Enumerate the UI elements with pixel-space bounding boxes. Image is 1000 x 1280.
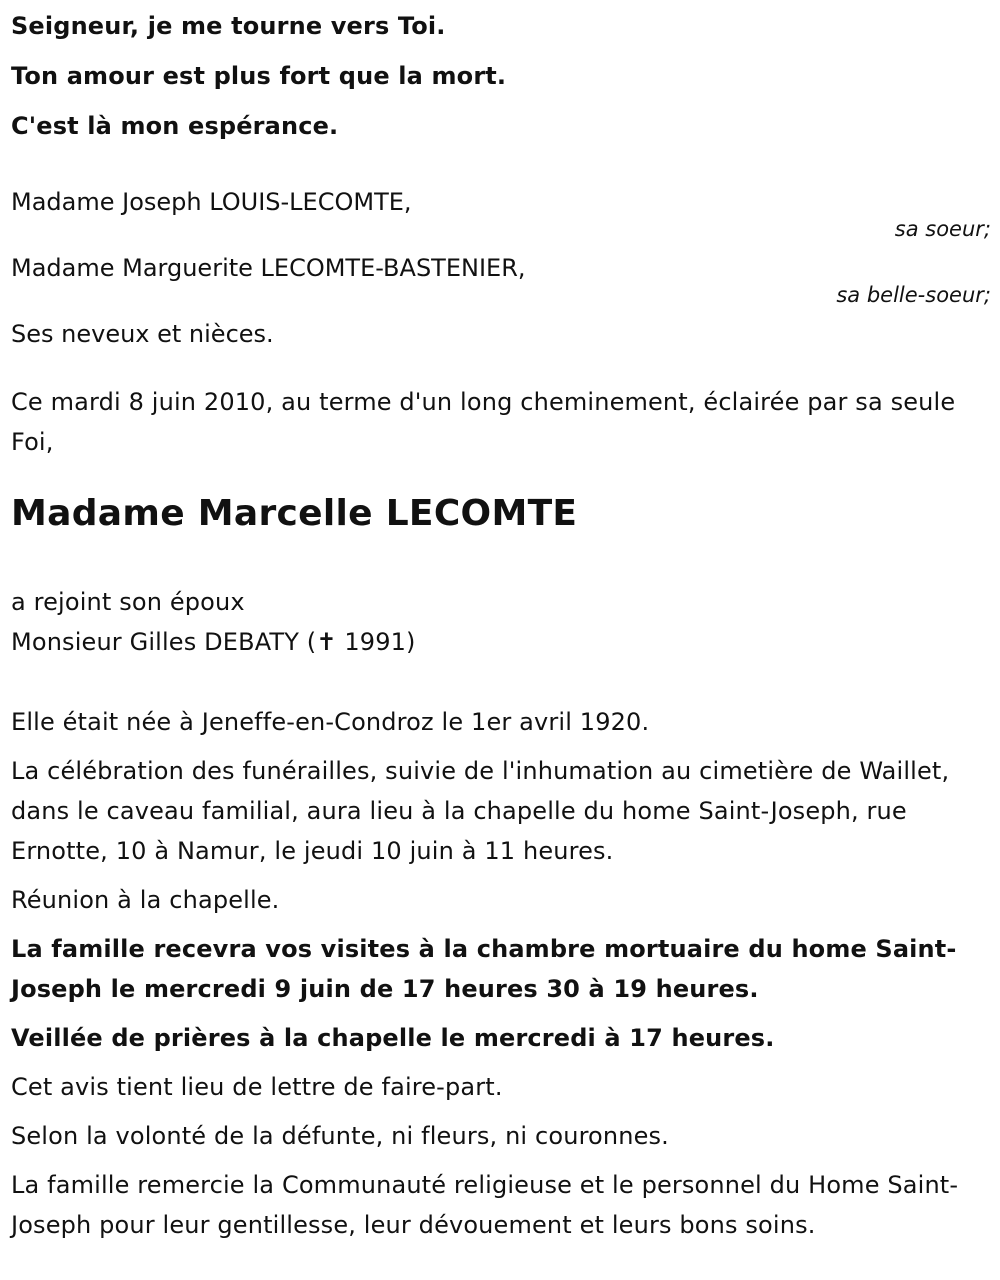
family-block — [11, 182, 991, 354]
family-member-name: Madame Joseph LOUIS-LECOMTE, — [11, 188, 412, 216]
funeral-paragraph: La célébration des funérailles, suivie de l'inhumation au cimetière de Waillet, dans le caveau familial, aura lieu à la chapelle du home Saint-Joseph, rue Ernotte, 10 à Namur, le jeudi 10 juin à 11 heures. — [11, 757, 950, 865]
visits-paragraph: La famille recevra vos visites à la chambre mortuaire du home Saint-Joseph le mercredi 9 juin de 17 heures 30 à 19 heures. — [11, 935, 957, 1003]
vigil-paragraph: Veillée de prières à la chapelle le mercredi à 17 heures. — [11, 1024, 775, 1052]
family-member-name: Madame Marguerite LECOMTE-BASTENIER, — [11, 254, 526, 282]
family-member-relation: sa soeur; — [894, 217, 991, 241]
spouse-block — [11, 582, 991, 662]
family-member-name: Ses neveux et nièces. — [11, 320, 274, 348]
intro-paragraph: Ce mardi 8 juin 2010, au terme d'un long cheminement, éclairée par sa seule Foi, — [11, 388, 956, 456]
flowers-paragraph: Selon la volonté de la défunte, ni fleurs, ni couronnes. — [11, 1122, 669, 1150]
spouse-line-2: Monsieur Gilles DEBATY (✝ 1991) — [11, 628, 416, 656]
prayer-line-1: Seigneur, je me tourne vers Toi. — [11, 12, 446, 40]
notice-paragraph: Cet avis tient lieu de lettre de faire-part. — [11, 1073, 503, 1101]
deceased-name: Madame Marcelle LECOMTE — [11, 493, 578, 534]
spouse-line-1: a rejoint son époux — [11, 588, 245, 616]
prayer-line-3: C'est là mon espérance. — [11, 112, 339, 140]
meeting-paragraph: Réunion à la chapelle. — [11, 886, 280, 914]
obituary-notice — [11, 0, 991, 1245]
thanks-paragraph: La famille remercie la Communauté religieuse et le personnel du Home Saint-Joseph pour leur gentillesse, leur dévouement et leurs bons soins. — [11, 1171, 959, 1239]
prayer-line-2: Ton amour est plus fort que la mort. — [11, 62, 507, 90]
birth-paragraph: Elle était née à Jeneffe-en-Condroz le 1er avril 1920. — [11, 708, 650, 736]
prayer-block — [11, 0, 991, 146]
family-member-relation: sa belle-soeur; — [836, 283, 991, 307]
